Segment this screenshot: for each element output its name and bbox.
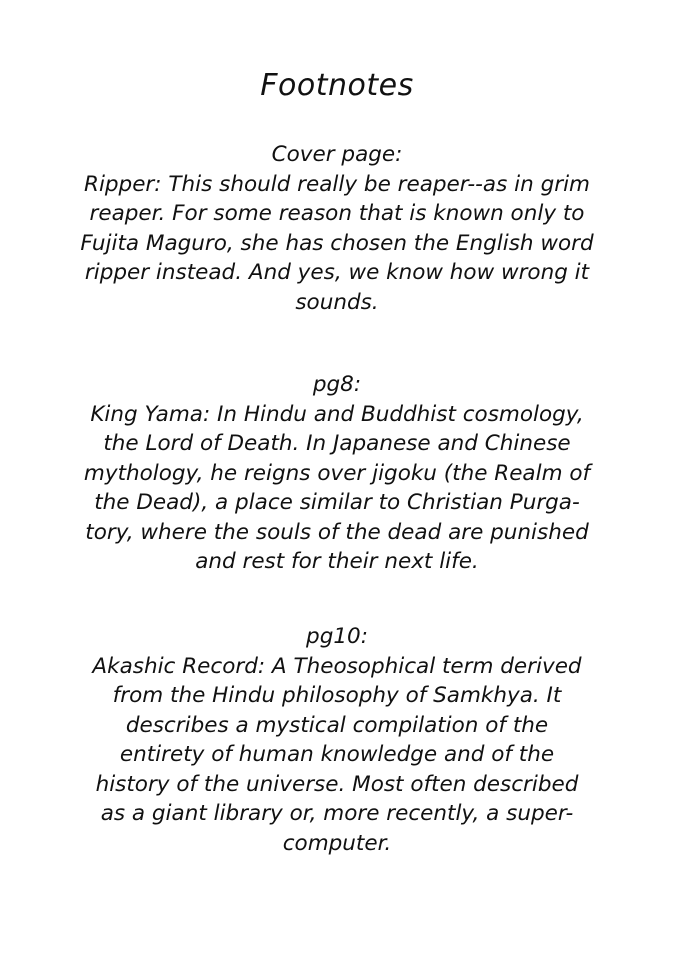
footnote-line: ripper instead. And yes, we know how wrong it	[84, 260, 590, 285]
footnote-line: Akashic Record: A Theosophical term derived	[92, 653, 582, 679]
footnote-line: mythology, he reigns over jigoku (the Realm of	[83, 460, 591, 486]
footnote-line: entirety of human knowledge and of the	[119, 742, 555, 767]
section-heading: pg10:	[306, 624, 368, 649]
footnote-line: the Dead), a place similar to Christian Purga-	[94, 490, 580, 515]
footnote-line: King Yama: In Hindu and Buddhist cosmology,	[90, 401, 584, 427]
footnote-line: and rest for their next life.	[195, 549, 479, 574]
page-title: Footnotes	[260, 68, 414, 103]
footnote-line: tory, where the souls of the dead are punished	[85, 519, 589, 545]
footnote-line: the Lord of Death. In Japanese and Chinese	[103, 431, 571, 456]
footnote-line: reaper. For some reason that is known only to	[89, 201, 585, 226]
section-heading: Cover page:	[271, 142, 403, 167]
footnote-section-pg8	[60, 370, 614, 577]
footnote-line: sounds.	[295, 289, 379, 315]
footnote-line: Ripper: This should really be reaper--as in grim	[84, 171, 590, 197]
footnote-line: from the Hindu philosophy of Samkhya. It	[112, 683, 562, 708]
footnote-line: history of the universe. Most often described	[95, 771, 579, 797]
footnote-line: Fujita Maguro, she has chosen the English word	[80, 230, 594, 256]
footnote-line: computer.	[282, 830, 392, 856]
section-heading: pg8:	[312, 372, 362, 397]
footnote-section-cover-page	[60, 140, 614, 317]
footnote-section-pg10	[60, 622, 614, 858]
footnote-line: as a giant library or, more recently, a super-	[100, 801, 574, 826]
footnote-line: describes a mystical compilation of the	[125, 712, 549, 738]
